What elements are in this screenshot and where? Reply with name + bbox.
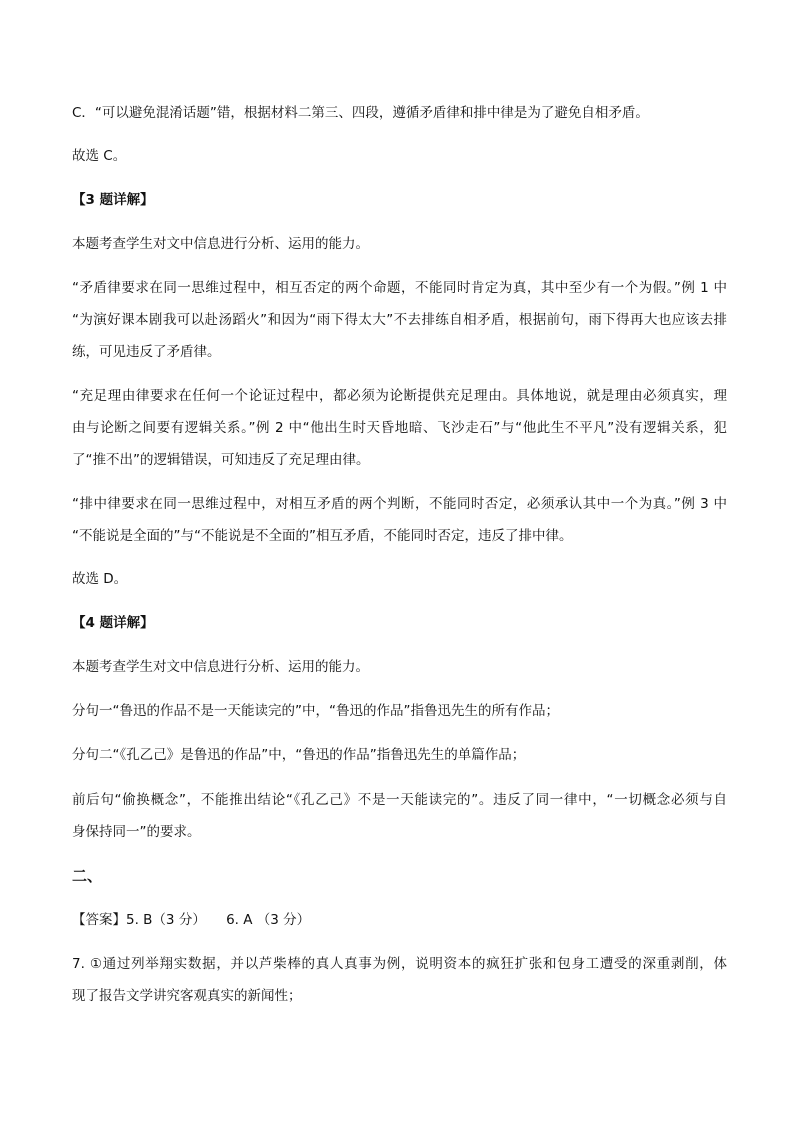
q3-para2-line3: 了“推不出”的逻辑错误，可知违反了充足理由律。 bbox=[72, 452, 370, 468]
q3-para1-line2: “为演好课本剧我可以赴汤蹈火”和因为“雨下得太大”不去排练自相矛盾，根据前句，雨下得再大也应该去排 bbox=[72, 312, 727, 328]
q3-para3-line1: “排中律要求在同一思维过程中，对相互矛盾的两个判断，不能同时否定，必须承认其中一个为真。”例 3 中 bbox=[72, 496, 727, 512]
part-two-heading: 二、 bbox=[72, 867, 103, 885]
section-heading-q4: 【4 题详解】 bbox=[72, 615, 154, 631]
q7-line1: 7. ①通过列举翔实数据，并以芦柴棒的真人真事为例，说明资本的疯狂扩张和包身工遭受的深重剥削，体 bbox=[72, 956, 727, 972]
answer-choice-d: 故选 D。 bbox=[72, 571, 128, 587]
q4-conclusion-line2: 身保持同一”的要求。 bbox=[72, 824, 201, 840]
answer-line-5-6: 【答案】5. B（3 分） 6. A （3 分） bbox=[72, 912, 311, 928]
q7-line2: 现了报告文学讲究客观真实的新闻性； bbox=[72, 988, 302, 1004]
section-heading-q3: 【3 题详解】 bbox=[72, 192, 154, 208]
q4-clause-one: 分句一“鲁迅的作品不是一天能读完的”中，“鲁迅的作品”指鲁迅先生的所有作品； bbox=[72, 703, 559, 719]
q4-clause-two: 分句二“《孔乙己》是鲁迅的作品”中，“鲁迅的作品”指鲁迅先生的单篇作品； bbox=[72, 747, 526, 763]
q3-para1-line1: “矛盾律要求在同一思维过程中，相互否定的两个命题，不能同时肯定为真，其中至少有一个为假。”例 1 中 bbox=[72, 280, 727, 296]
q3-para1-line3: 练，可见违反了矛盾律。 bbox=[72, 344, 221, 360]
q3-para3-line2: “不能说是全面的”与“不能说是不全面的”相互矛盾，不能同时否定，违反了排中律。 bbox=[72, 528, 573, 544]
q4-conclusion-line1: 前后句“偷换概念”，不能推出结论“《孔乙己》不是一天能读完的”。违反了同一律中，“一切概念必须与自 bbox=[72, 792, 727, 808]
q4-intro: 本题考查学生对文中信息进行分析、运用的能力。 bbox=[72, 659, 369, 675]
analysis-option-c: C．“可以避免混淆话题”错，根据材料二第三、四段，遵循矛盾律和排中律是为了避免自相矛盾。 bbox=[72, 105, 649, 121]
q3-intro: 本题考查学生对文中信息进行分析、运用的能力。 bbox=[72, 236, 369, 252]
q3-para2-line2: 由与论断之间要有逻辑关系。”例 2 中“他出生时天昏地暗、飞沙走石”与“他此生不平凡”没有逻辑关系，犯 bbox=[72, 420, 727, 436]
q3-para2-line1: “充足理由律要求在任何一个论证过程中，都必须为论断提供充足理由。具体地说，就是理由必须真实，理 bbox=[72, 388, 727, 404]
answer-choice-c: 故选 C。 bbox=[72, 148, 127, 164]
